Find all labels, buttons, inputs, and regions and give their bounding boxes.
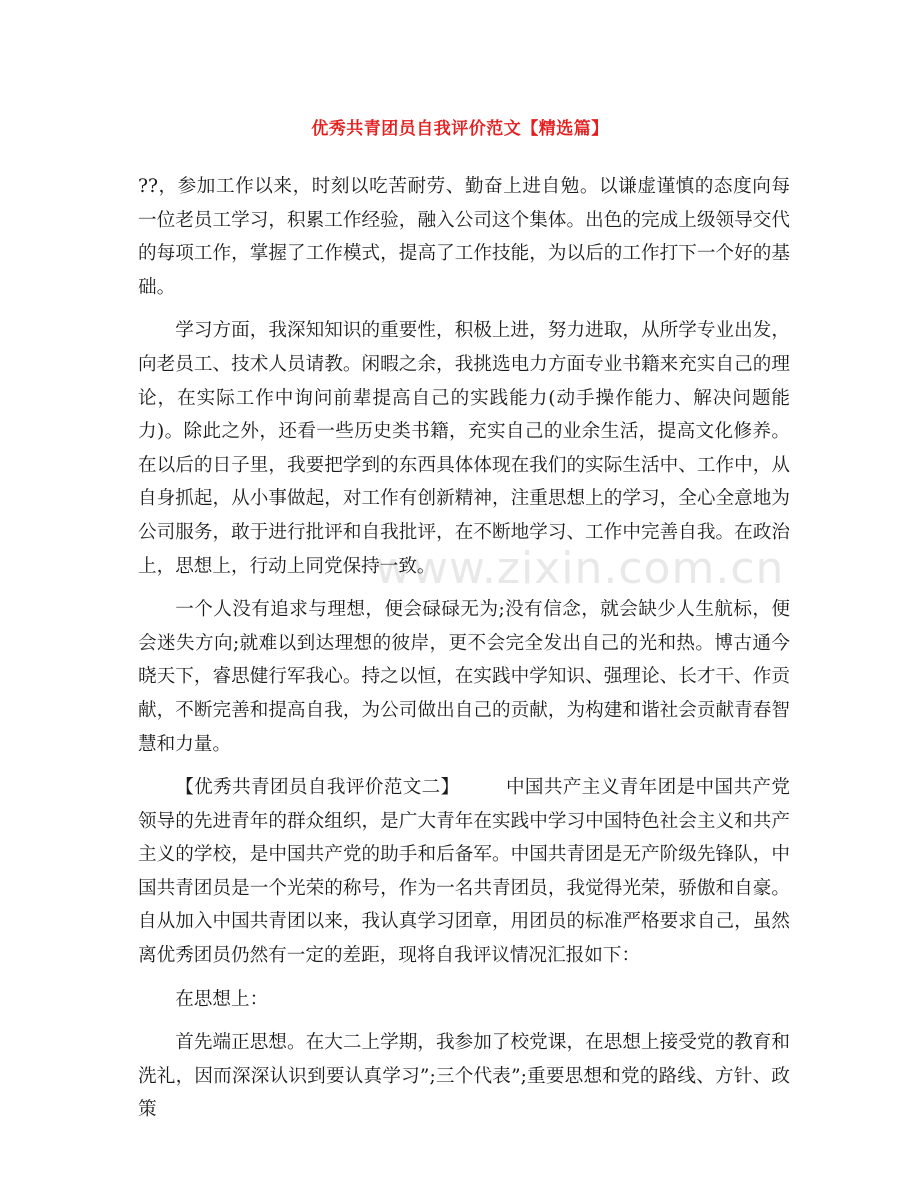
paragraph-2: 学习方面，我深知知识的重要性，积极上进，努力进取，从所学专业出发，向老员工、技术人员请教。闲暇之余，我挑选电力方面专业书籍来充实自己的理论，在实际工作中询问前辈提高自己的实践能力(动手操作能力、解决问题能力)。除此之外，还看一些历史类书籍，充实自己的业余生活，提高文化修养。在以后的日子里，我要把学到的东西具体体现在我们的实际生活中、工作中，从自身抓起，从小事做起，对工作有创新精神，注重思想上的学习，全心全意地为公司服务，敢于进行批评和自我批评，在不断地学习、工作中完善自我。在政治上，思想上，行动上同党保持一致。	[138, 320, 790, 577]
paragraph-1: ??，参加工作以来，时刻以吃苦耐劳、勤奋上进自勉。以谦虚谨慎的态度向每一位老员工学习，积累工作经验，融入公司这个集体。出色的完成上级领导交代的每项工作，掌握了工作模式，提高了工作技能，为以后的工作打下一个好的基础。	[138, 176, 790, 298]
document-title: 优秀共青团员自我评价范文【精选篇】	[311, 119, 609, 139]
section-heading: 【优秀共青团员自我评价范文二】	[175, 777, 460, 799]
watermark: www.zixin.com.cn	[375, 543, 785, 594]
paragraph-5: 在思想上：	[175, 988, 269, 1010]
paragraph-4-text: 中国共产主义青年团是中国共产党领导的先进青年的群众组织，是广大青年在实践中学习中国特色社会主义和共产主义的学校，是中国共产党的助手和后备军。中国共青团是无产阶级先锋队，中国共青团员是一个光荣的称号，作为一名共青团员，我觉得光荣，骄傲和自豪。自从加入中国共青团以来，我认真学习团章，用团员的标准严格要求自己，虽然离优秀团员仍然有一定的差距，现将自我评议情况汇报如下：	[138, 777, 790, 967]
paragraph-4	[138, 771, 790, 973]
paragraph-6: 首先端正思想。在大二上学期，我参加了校党课，在思想上接受党的教育和洗礼，因而深深认识到要认真学习”;三个代表”;重要思想和党的路线、方针、政策	[138, 1032, 790, 1121]
paragraph-3: 一个人没有追求与理想，便会碌碌无为;没有信念，就会缺少人生航标，便会迷失方向;就难以到达理想的彼岸，更不会完全发出自己的光和热。博古通今晓天下，睿思健行军我心。持之以恒，在实践中学知识、强理论、长才干、作贡献，不断完善和提高自我，为公司做出自己的贡献，为构建和谐社会贡献青春智慧和力量。	[138, 599, 790, 755]
document-body	[138, 170, 790, 1137]
